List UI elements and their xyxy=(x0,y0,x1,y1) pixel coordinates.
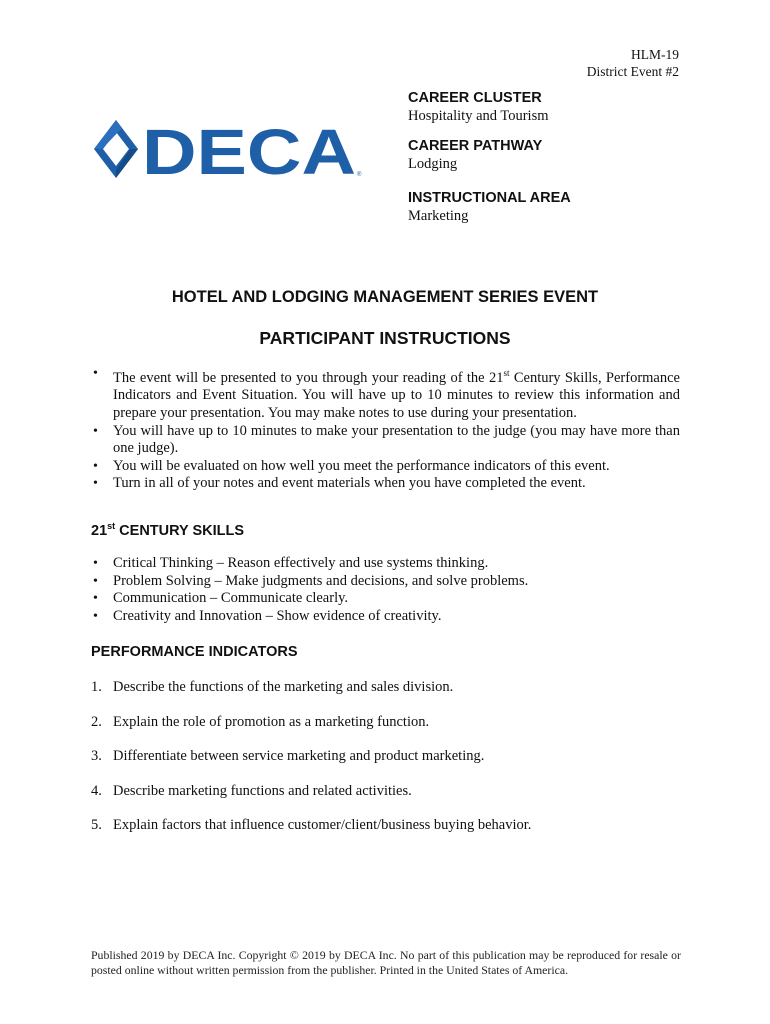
performance-indicators-heading: PERFORMANCE INDICATORS xyxy=(91,644,298,660)
event-title: HOTEL AND LODGING MANAGEMENT SERIES EVENT xyxy=(171,288,599,306)
list-item: 5. Explain factors that influence customer/client/business buying behavior. xyxy=(91,817,532,833)
event-code: HLM-19 xyxy=(631,47,679,62)
deca-logo xyxy=(92,118,364,180)
list-item: • Turn in all of your notes and event materials when you have completed the event. xyxy=(91,475,680,493)
career-cluster-label: CAREER CLUSTER xyxy=(408,90,542,106)
deca-diamond-icon xyxy=(94,120,138,178)
career-pathway-value: Lodging xyxy=(408,156,458,172)
instructional-area-label: INSTRUCTIONAL AREA xyxy=(408,190,571,206)
skills-heading: 21st CENTURY SKILLS xyxy=(91,521,245,539)
list-item: • Communication – Communicate clearly. xyxy=(91,590,680,608)
list-item: 1. Describe the functions of the marketing and sales division. xyxy=(91,679,454,695)
performance-indicators-list xyxy=(91,678,680,851)
list-item: • The event will be presented to you through your reading of the 21st Century Skills, Performance Indicators and Event Situation. You will have up to 10 minutes to review this information and prepare your presentation. You may make notes to use during your presentation. xyxy=(91,365,680,423)
copyright-footer: Published 2019 by DECA Inc. Copyright © 2019 by DECA Inc. No part of this publication may be reproduced for resale or posted online without written permission from the publisher. Printed in the United States of America. xyxy=(91,948,681,977)
skills-list xyxy=(91,555,680,625)
list-item: 2. Explain the role of promotion as a marketing function. xyxy=(91,713,430,730)
career-info xyxy=(408,89,708,237)
list-item: 4. Describe marketing functions and related activities. xyxy=(91,782,412,799)
list-item: 3. Differentiate between service marketing and product marketing. xyxy=(91,748,485,764)
career-pathway-label: CAREER PATHWAY xyxy=(408,138,543,154)
list-item: • Problem Solving – Make judgments and decisions, and solve problems. xyxy=(91,573,680,591)
list-item: • You will have up to 10 minutes to make your presentation to the judge (you may have more than one judge). xyxy=(91,423,680,458)
deca-wordmark: DECA xyxy=(142,118,356,180)
instructions-list xyxy=(91,365,680,493)
event-code-block xyxy=(587,46,679,80)
instructional-area-value: Marketing xyxy=(408,208,469,224)
participant-instructions-title: PARTICIPANT INSTRUCTIONS xyxy=(259,328,511,348)
list-item: • Creativity and Innovation – Show evidence of creativity. xyxy=(91,608,680,626)
svg-text:®: ® xyxy=(357,172,362,178)
list-item: • Critical Thinking – Reason effectively and use systems thinking. xyxy=(91,555,680,573)
district-event-label: District Event #2 xyxy=(586,64,679,79)
career-cluster-value: Hospitality and Tourism xyxy=(408,108,549,124)
list-item: • You will be evaluated on how well you meet the performance indicators of this event. xyxy=(91,458,680,476)
